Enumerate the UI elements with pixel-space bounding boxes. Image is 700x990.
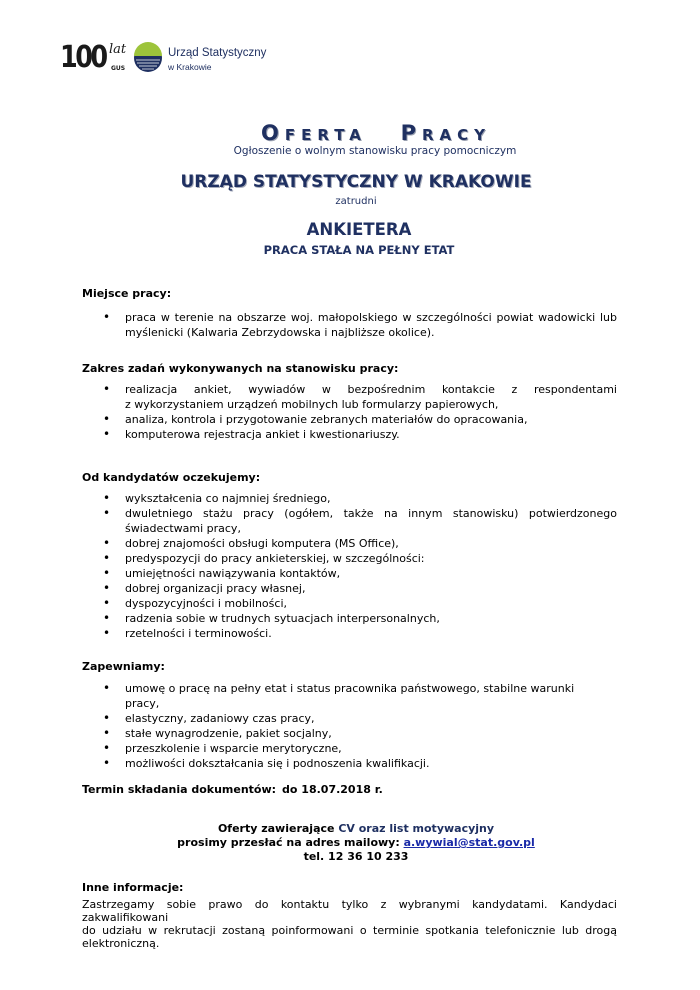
- list-item: • dyspozycyjności i mobilności,: [82, 596, 617, 611]
- place-heading: Miejsce pracy:: [82, 287, 172, 300]
- list-item: • radzenia sobie w trudnych sytuacjach interpersonalnych,: [82, 611, 617, 626]
- position-type: PRACA STAŁA NA PEŁNY ETAT: [263, 243, 455, 257]
- phone-number: tel. 12 36 10 233: [303, 850, 409, 863]
- email-link[interactable]: a.wywial@stat.gov.pl: [403, 836, 535, 849]
- list-item: • umowę o pracę na pełny etat i status pracownika państwowego, stabilne warunki pracy,: [82, 681, 617, 711]
- list-item: • realizacja ankiet, wywiadów w bezpośrednim kontakcie z respondentami z wykorzystaniem urządzeń mobilnych lub formularzy papierowych,: [82, 382, 617, 412]
- duties-heading: Zakres zadań wykonywanych na stanowisku pracy:: [82, 362, 399, 375]
- gus-logo-icon: [133, 40, 163, 76]
- list-item: • umiejętności nawiązywania kontaktów,: [82, 566, 617, 581]
- application-line-2: prosimy przesłać na adres mailowy: a.wywial@stat.gov.pl: [177, 836, 535, 849]
- subtitle: Ogłoszenie o wolnym stanowisku pracy pomocniczym: [233, 145, 517, 157]
- list-item: • analiza, kontrola i przygotowanie zebranych materiałów do opracowania,: [82, 412, 617, 427]
- list-item: • dobrej organizacji pracy własnej,: [82, 581, 617, 596]
- logo-org-name: Urząd Statystyczny: [168, 47, 267, 59]
- duties-list: [82, 382, 617, 442]
- offer-list: [82, 681, 617, 771]
- offer-heading: Zapewniamy:: [82, 660, 165, 673]
- logo-org-city: w Krakowie: [168, 62, 212, 72]
- info-heading: Inne informacje:: [82, 881, 184, 894]
- logo-lat-text: lat: [109, 42, 127, 57]
- list-item: • dwuletniego stażu pracy (ogółem, także na innym stanowisku) potwierdzonego świadectwami pracy,: [82, 506, 617, 536]
- application-line-1: Oferty zawierające CV oraz list motywacyjny: [217, 822, 495, 835]
- list-item: • stałe wynagrodzenie, pakiet socjalny,: [82, 726, 617, 741]
- list-item: • predyspozycji do pracy ankieterskiej, w szczególności:: [82, 551, 617, 566]
- list-item: • możliwości dokształcania się i podnoszenia kwalifikacji.: [82, 756, 617, 771]
- list-item: • rzetelności i terminowości.: [82, 626, 617, 641]
- offer-title: OFERTA PRACY: [260, 121, 491, 145]
- list-item: • elastyczny, zadaniowy czas pracy,: [82, 711, 617, 726]
- info-text: Zastrzegamy sobie prawo do kontaktu tylko z wybranymi kandydatami. Kandydaci zakwalifikowani do udziału w rekrutacji zostaną poinformowani o terminie spotkania telefonicznie lub drogą elektroniczną.: [82, 898, 617, 950]
- list-item: • komputerowa rejestracja ankiet i kwestionariuszy.: [82, 427, 617, 442]
- place-list: [82, 310, 617, 340]
- requirements-heading: Od kandydatów oczekujemy:: [82, 471, 261, 484]
- requirements-list: [82, 491, 617, 641]
- list-item: • przeszkolenie i wsparcie merytoryczne,: [82, 741, 617, 756]
- logo-100-text: 100: [60, 40, 106, 75]
- position-title: ANKIETERA: [306, 220, 412, 239]
- deadline: Termin składania dokumentów: do 18.07.2018 r.: [82, 783, 383, 796]
- list-item: • wykształcenia co najmniej średniego,: [82, 491, 617, 506]
- list-item: • praca w terenie na obszarze woj. małopolskiego w szczególności powiat wadowicki lub myślenicki (Kalwaria Zebrzydowska i najbliższe okolice).: [82, 310, 617, 340]
- hires-text: zatrudni: [335, 196, 377, 207]
- list-item: • dobrej znajomości obsługi komputera (MS Office),: [82, 536, 617, 551]
- org-heading: URZĄD STATYSTYCZNY W KRAKOWIE: [180, 172, 532, 192]
- logo-gus-text: GUS: [111, 65, 126, 72]
